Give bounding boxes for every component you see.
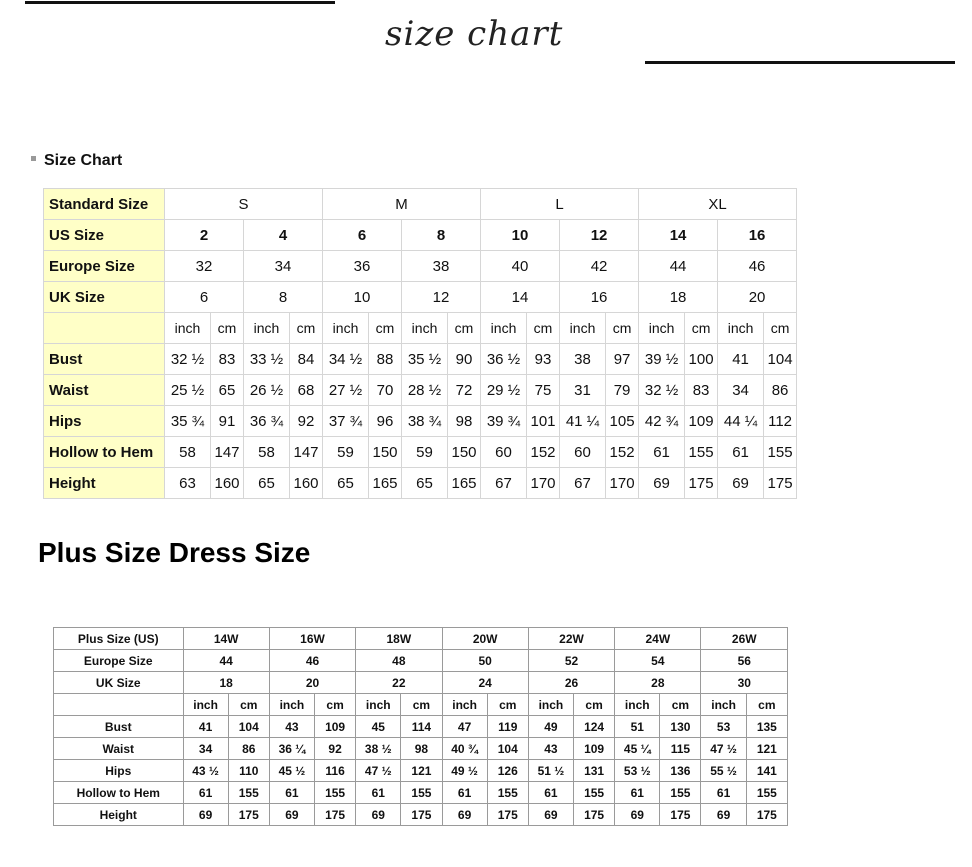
plus-size-cell: 16W xyxy=(269,628,355,650)
europe-size-cell: 40 xyxy=(481,251,560,282)
measurement-cell: 91 xyxy=(211,406,244,437)
measurement-row xyxy=(54,716,788,738)
us-size-row xyxy=(44,220,797,251)
plus-size-cell: 26W xyxy=(701,628,788,650)
measurement-cell: 114 xyxy=(401,716,442,738)
measurement-cell: 65 xyxy=(323,468,369,499)
measurement-row xyxy=(44,468,797,499)
measurement-cell: 35 ½ xyxy=(402,344,448,375)
unit-cell: cm xyxy=(211,313,244,344)
plus-uk-cell: 22 xyxy=(356,672,442,694)
measurement-cell: 45 ¼ xyxy=(615,738,660,760)
measurement-cell: 65 xyxy=(211,375,244,406)
unit-cell: inch xyxy=(639,313,685,344)
measurement-cell: 152 xyxy=(527,437,560,468)
row-label: Hips xyxy=(44,406,165,437)
unit-cell: cm xyxy=(369,313,402,344)
measurement-cell: 59 xyxy=(402,437,448,468)
size-group-cell: L xyxy=(481,189,639,220)
page-title: size chart xyxy=(385,14,564,54)
measurement-cell: 69 xyxy=(615,804,660,826)
measurement-cell: 109 xyxy=(315,716,356,738)
measurement-cell: 115 xyxy=(660,738,701,760)
uk-size-cell: 10 xyxy=(323,282,402,313)
measurement-cell: 155 xyxy=(685,437,718,468)
measurement-cell: 37 ¾ xyxy=(323,406,369,437)
measurement-cell: 116 xyxy=(315,760,356,782)
measurement-cell: 135 xyxy=(746,716,787,738)
row-label: Hollow to Hem xyxy=(54,782,184,804)
unit-cell: cm xyxy=(290,313,323,344)
bullet-icon xyxy=(31,156,36,161)
measurement-cell: 69 xyxy=(528,804,573,826)
measurement-cell: 61 xyxy=(701,782,746,804)
unit-cell: cm xyxy=(401,694,442,716)
uk-size-cell: 20 xyxy=(718,282,797,313)
plus-europe-cell: 44 xyxy=(183,650,269,672)
measurement-cell: 136 xyxy=(660,760,701,782)
row-label: Waist xyxy=(44,375,165,406)
standard-size-row xyxy=(44,189,797,220)
plus-europe-cell: 56 xyxy=(701,650,788,672)
uk-size-cell: 8 xyxy=(244,282,323,313)
measurement-cell: 32 ½ xyxy=(165,344,211,375)
measurement-cell: 45 xyxy=(356,716,401,738)
row-label: UK Size xyxy=(54,672,184,694)
measurement-cell: 61 xyxy=(718,437,764,468)
measurement-cell: 58 xyxy=(244,437,290,468)
measurement-cell: 175 xyxy=(487,804,528,826)
us-size-cell: 14 xyxy=(639,220,718,251)
europe-size-cell: 32 xyxy=(165,251,244,282)
measurement-cell: 35 ¾ xyxy=(165,406,211,437)
measurement-cell: 93 xyxy=(527,344,560,375)
measurement-cell: 39 ½ xyxy=(639,344,685,375)
measurement-cell: 55 ½ xyxy=(701,760,746,782)
us-size-cell: 2 xyxy=(165,220,244,251)
row-label: Bust xyxy=(44,344,165,375)
plus-uk-cell: 28 xyxy=(615,672,701,694)
measurement-cell: 44 ¼ xyxy=(718,406,764,437)
measurement-cell: 155 xyxy=(764,437,797,468)
measurement-cell: 121 xyxy=(401,760,442,782)
measurement-cell: 170 xyxy=(606,468,639,499)
measurement-cell: 155 xyxy=(401,782,442,804)
measurement-cell: 69 xyxy=(718,468,764,499)
measurement-cell: 175 xyxy=(660,804,701,826)
measurement-cell: 79 xyxy=(606,375,639,406)
europe-size-cell: 34 xyxy=(244,251,323,282)
measurement-cell: 29 ½ xyxy=(481,375,527,406)
plus-uk-cell: 24 xyxy=(442,672,528,694)
measurement-cell: 67 xyxy=(481,468,527,499)
measurement-cell: 43 ½ xyxy=(183,760,228,782)
unit-cell: inch xyxy=(481,313,527,344)
row-label: Europe Size xyxy=(44,251,165,282)
measurement-cell: 42 ¾ xyxy=(639,406,685,437)
uk-size-cell: 12 xyxy=(402,282,481,313)
measurement-cell: 69 xyxy=(701,804,746,826)
measurement-cell: 69 xyxy=(442,804,487,826)
measurement-cell: 60 xyxy=(560,437,606,468)
measurement-cell: 53 xyxy=(701,716,746,738)
measurement-cell: 175 xyxy=(764,468,797,499)
plus-europe-cell: 54 xyxy=(615,650,701,672)
measurement-row xyxy=(54,760,788,782)
measurement-cell: 38 ½ xyxy=(356,738,401,760)
measurement-cell: 34 xyxy=(718,375,764,406)
unit-cell: inch xyxy=(244,313,290,344)
measurement-cell: 175 xyxy=(746,804,787,826)
unit-cell: cm xyxy=(764,313,797,344)
measurement-cell: 152 xyxy=(606,437,639,468)
plus-us-size-row xyxy=(54,628,788,650)
unit-cell: inch xyxy=(442,694,487,716)
unit-cell: cm xyxy=(606,313,639,344)
measurement-cell: 101 xyxy=(527,406,560,437)
uk-size-cell: 18 xyxy=(639,282,718,313)
measurement-cell: 160 xyxy=(211,468,244,499)
unit-cell: inch xyxy=(528,694,573,716)
measurement-cell: 65 xyxy=(244,468,290,499)
uk-size-cell: 14 xyxy=(481,282,560,313)
unit-cell: inch xyxy=(356,694,401,716)
plus-europe-size-row xyxy=(54,650,788,672)
measurement-row xyxy=(44,344,797,375)
measurement-cell: 36 ¼ xyxy=(269,738,314,760)
measurement-cell: 119 xyxy=(487,716,528,738)
measurement-cell: 58 xyxy=(165,437,211,468)
measurement-cell: 86 xyxy=(764,375,797,406)
measurement-cell: 47 ½ xyxy=(356,760,401,782)
measurement-cell: 69 xyxy=(639,468,685,499)
top-left-rule xyxy=(25,1,335,4)
unit-cell: cm xyxy=(746,694,787,716)
measurement-cell: 175 xyxy=(315,804,356,826)
measurement-cell: 36 ¾ xyxy=(244,406,290,437)
us-size-cell: 12 xyxy=(560,220,639,251)
measurement-cell: 68 xyxy=(290,375,323,406)
measurement-cell: 49 ½ xyxy=(442,760,487,782)
measurement-cell: 43 xyxy=(269,716,314,738)
measurement-cell: 121 xyxy=(746,738,787,760)
europe-size-cell: 46 xyxy=(718,251,797,282)
row-label: US Size xyxy=(44,220,165,251)
plus-size-cell: 24W xyxy=(615,628,701,650)
unit-cell: cm xyxy=(574,694,615,716)
row-label xyxy=(44,313,165,344)
measurement-cell: 43 xyxy=(528,738,573,760)
plus-size-title: Plus Size Dress Size xyxy=(38,537,311,568)
unit-cell: cm xyxy=(448,313,481,344)
size-group-cell: XL xyxy=(639,189,797,220)
plus-europe-cell: 48 xyxy=(356,650,442,672)
measurement-row xyxy=(44,437,797,468)
row-label: Europe Size xyxy=(54,650,184,672)
measurement-cell: 38 xyxy=(560,344,606,375)
measurement-cell: 155 xyxy=(746,782,787,804)
row-label: Height xyxy=(54,804,184,826)
plus-europe-cell: 50 xyxy=(442,650,528,672)
measurement-cell: 160 xyxy=(290,468,323,499)
size-group-cell: M xyxy=(323,189,481,220)
measurement-cell: 45 ½ xyxy=(269,760,314,782)
measurement-cell: 98 xyxy=(401,738,442,760)
measurement-cell: 147 xyxy=(211,437,244,468)
plus-uk-cell: 26 xyxy=(528,672,614,694)
measurement-cell: 61 xyxy=(442,782,487,804)
measurement-cell: 175 xyxy=(574,804,615,826)
row-label: Height xyxy=(44,468,165,499)
unit-cell: cm xyxy=(685,313,718,344)
measurement-cell: 25 ½ xyxy=(165,375,211,406)
uk-size-cell: 6 xyxy=(165,282,244,313)
measurement-cell: 141 xyxy=(746,760,787,782)
measurement-cell: 70 xyxy=(369,375,402,406)
plus-uk-cell: 20 xyxy=(269,672,355,694)
row-label xyxy=(54,694,184,716)
plus-unit-row xyxy=(54,694,788,716)
measurement-cell: 124 xyxy=(574,716,615,738)
unit-cell: inch xyxy=(323,313,369,344)
measurement-cell: 155 xyxy=(487,782,528,804)
measurement-cell: 155 xyxy=(228,782,269,804)
plus-uk-size-row xyxy=(54,672,788,694)
plus-size-cell: 22W xyxy=(528,628,614,650)
row-label: Bust xyxy=(54,716,184,738)
unit-cell: inch xyxy=(718,313,764,344)
europe-size-cell: 42 xyxy=(560,251,639,282)
section-label-text: Size Chart xyxy=(44,152,123,169)
unit-cell: inch xyxy=(165,313,211,344)
unit-cell: cm xyxy=(527,313,560,344)
measurement-cell: 90 xyxy=(448,344,481,375)
row-label: Hollow to Hem xyxy=(44,437,165,468)
measurement-cell: 28 ½ xyxy=(402,375,448,406)
unit-cell: cm xyxy=(315,694,356,716)
measurement-cell: 110 xyxy=(228,760,269,782)
measurement-cell: 86 xyxy=(228,738,269,760)
measurement-cell: 75 xyxy=(527,375,560,406)
measurement-cell: 105 xyxy=(606,406,639,437)
measurement-cell: 175 xyxy=(401,804,442,826)
measurement-cell: 34 ½ xyxy=(323,344,369,375)
measurement-cell: 61 xyxy=(528,782,573,804)
plus-europe-cell: 52 xyxy=(528,650,614,672)
section-label xyxy=(31,152,122,170)
measurement-cell: 61 xyxy=(356,782,401,804)
plus-size-cell: 20W xyxy=(442,628,528,650)
measurement-cell: 38 ¾ xyxy=(402,406,448,437)
measurement-cell: 88 xyxy=(369,344,402,375)
unit-row xyxy=(44,313,797,344)
measurement-cell: 40 ¾ xyxy=(442,738,487,760)
row-label: UK Size xyxy=(44,282,165,313)
measurement-cell: 72 xyxy=(448,375,481,406)
measurement-cell: 69 xyxy=(183,804,228,826)
measurement-cell: 170 xyxy=(527,468,560,499)
measurement-cell: 97 xyxy=(606,344,639,375)
europe-size-cell: 44 xyxy=(639,251,718,282)
measurement-cell: 47 xyxy=(442,716,487,738)
plus-size-cell: 18W xyxy=(356,628,442,650)
measurement-row xyxy=(54,782,788,804)
europe-size-cell: 36 xyxy=(323,251,402,282)
measurement-cell: 41 xyxy=(183,716,228,738)
unit-cell: inch xyxy=(560,313,606,344)
us-size-cell: 10 xyxy=(481,220,560,251)
measurement-cell: 165 xyxy=(448,468,481,499)
us-size-cell: 4 xyxy=(244,220,323,251)
measurement-cell: 39 ¾ xyxy=(481,406,527,437)
measurement-cell: 60 xyxy=(481,437,527,468)
standard-size-table xyxy=(43,188,797,499)
measurement-cell: 32 ½ xyxy=(639,375,685,406)
row-label: Waist xyxy=(54,738,184,760)
measurement-row xyxy=(44,406,797,437)
measurement-cell: 41 xyxy=(718,344,764,375)
measurement-cell: 69 xyxy=(269,804,314,826)
measurement-cell: 112 xyxy=(764,406,797,437)
measurement-cell: 155 xyxy=(660,782,701,804)
unit-cell: inch xyxy=(269,694,314,716)
measurement-cell: 36 ½ xyxy=(481,344,527,375)
measurement-cell: 109 xyxy=(685,406,718,437)
unit-cell: inch xyxy=(183,694,228,716)
measurement-cell: 92 xyxy=(315,738,356,760)
measurement-row xyxy=(44,375,797,406)
measurement-cell: 175 xyxy=(685,468,718,499)
measurement-cell: 27 ½ xyxy=(323,375,369,406)
measurement-cell: 150 xyxy=(448,437,481,468)
uk-size-cell: 16 xyxy=(560,282,639,313)
row-label: Plus Size (US) xyxy=(54,628,184,650)
plus-uk-cell: 30 xyxy=(701,672,788,694)
unit-cell: inch xyxy=(701,694,746,716)
measurement-cell: 165 xyxy=(369,468,402,499)
plus-size-cell: 14W xyxy=(183,628,269,650)
measurement-cell: 67 xyxy=(560,468,606,499)
measurement-cell: 34 xyxy=(183,738,228,760)
measurement-cell: 53 ½ xyxy=(615,760,660,782)
measurement-cell: 83 xyxy=(685,375,718,406)
measurement-cell: 49 xyxy=(528,716,573,738)
measurement-cell: 126 xyxy=(487,760,528,782)
unit-cell: cm xyxy=(228,694,269,716)
europe-size-cell: 38 xyxy=(402,251,481,282)
us-size-cell: 16 xyxy=(718,220,797,251)
measurement-cell: 31 xyxy=(560,375,606,406)
top-right-rule xyxy=(645,61,955,64)
measurement-cell: 61 xyxy=(269,782,314,804)
measurement-row xyxy=(54,738,788,760)
unit-cell: cm xyxy=(487,694,528,716)
measurement-cell: 92 xyxy=(290,406,323,437)
measurement-cell: 33 ½ xyxy=(244,344,290,375)
us-size-cell: 6 xyxy=(323,220,402,251)
measurement-cell: 63 xyxy=(165,468,211,499)
plus-size-table xyxy=(53,627,788,826)
unit-cell: inch xyxy=(402,313,448,344)
plus-europe-cell: 46 xyxy=(269,650,355,672)
measurement-cell: 96 xyxy=(369,406,402,437)
measurement-cell: 51 xyxy=(615,716,660,738)
measurement-cell: 98 xyxy=(448,406,481,437)
measurement-cell: 61 xyxy=(183,782,228,804)
measurement-cell: 175 xyxy=(228,804,269,826)
plus-uk-cell: 18 xyxy=(183,672,269,694)
measurement-cell: 155 xyxy=(574,782,615,804)
measurement-cell: 104 xyxy=(228,716,269,738)
measurement-cell: 109 xyxy=(574,738,615,760)
unit-cell: cm xyxy=(660,694,701,716)
measurement-cell: 130 xyxy=(660,716,701,738)
measurement-cell: 61 xyxy=(615,782,660,804)
uk-size-row xyxy=(44,282,797,313)
measurement-cell: 104 xyxy=(487,738,528,760)
europe-size-row xyxy=(44,251,797,282)
measurement-cell: 65 xyxy=(402,468,448,499)
measurement-row xyxy=(54,804,788,826)
measurement-cell: 104 xyxy=(764,344,797,375)
us-size-cell: 8 xyxy=(402,220,481,251)
measurement-cell: 41 ¼ xyxy=(560,406,606,437)
measurement-cell: 84 xyxy=(290,344,323,375)
measurement-cell: 47 ½ xyxy=(701,738,746,760)
measurement-cell: 51 ½ xyxy=(528,760,573,782)
measurement-cell: 83 xyxy=(211,344,244,375)
row-label: Hips xyxy=(54,760,184,782)
measurement-cell: 69 xyxy=(356,804,401,826)
measurement-cell: 150 xyxy=(369,437,402,468)
measurement-cell: 155 xyxy=(315,782,356,804)
measurement-cell: 147 xyxy=(290,437,323,468)
size-group-cell: S xyxy=(165,189,323,220)
measurement-cell: 26 ½ xyxy=(244,375,290,406)
measurement-cell: 131 xyxy=(574,760,615,782)
row-label: Standard Size xyxy=(44,189,165,220)
unit-cell: inch xyxy=(615,694,660,716)
measurement-cell: 61 xyxy=(639,437,685,468)
measurement-cell: 100 xyxy=(685,344,718,375)
measurement-cell: 59 xyxy=(323,437,369,468)
